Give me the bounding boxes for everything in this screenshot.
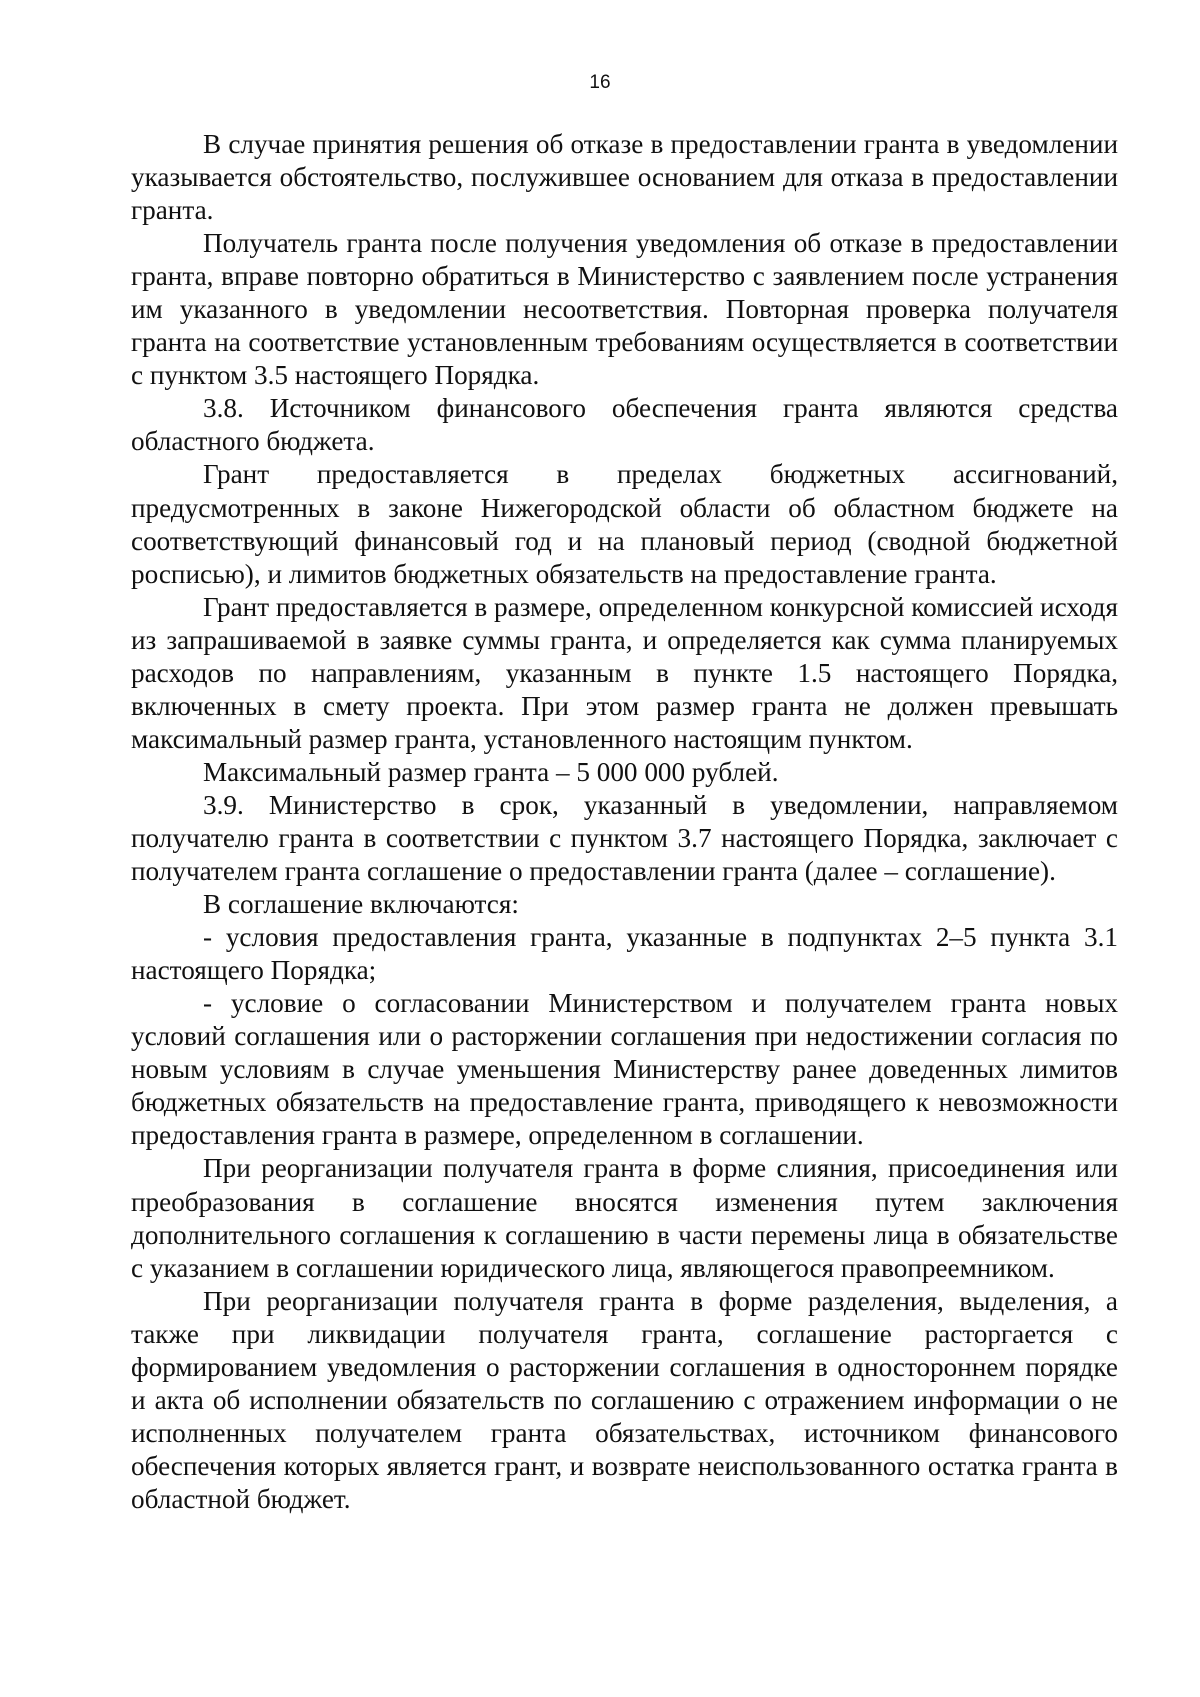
list-item-conditions: - условия предоставления гранта, указанные в подпунктах 2–5 пункта 3.1 настоящего Порядка; <box>131 922 1118 986</box>
paragraph-budget-limits: Грант предоставляется в пределах бюджетных ассигнований, предусмотренных в законе Нижегородской области об областном бюджете на соответствующий финансовый год и на плановый период (сводной бюджетной росписью), и лимитов бюджетных обязательств на предоставление гранта. <box>131 459 1118 589</box>
paragraph-3-9-agreement: 3.9. Министерство в срок, указанный в уведомлении, направляемом получателю гранта в соответствии с пунктом 3.7 настоящего Порядка, заключает с получателем гранта соглашение о предоставлении гранта (далее – соглашение). <box>131 789 1118 887</box>
paragraph-agreement-includes: В соглашение включаются: <box>203 889 519 920</box>
list-item-new-conditions: - условие о согласовании Министерством и получателем гранта новых условий соглашения или о расторжении соглашения при недостижении согласия по новым условиям в случае уменьшения Министерству ранее доведенных лимитов бюджетных обязательств на предоставление гранта, приводящего к невозможности предоставления гранта в размере, определенном в соглашении. <box>131 988 1118 1151</box>
paragraph-reapplication: Получатель гранта после получения уведомления об отказе в предоставлении гранта, вправе повторно обратиться в Министерство с заявлением после устранения им указанного в уведомлении несоответствия. Повторная проверка получателя гранта на соответствие установленным требованиям осуществляется в соответствии с пунктом 3.5 настоящего Порядка. <box>131 228 1118 391</box>
paragraph-grant-amount: Грант предоставляется в размере, определенном конкурсной комиссией исходя из запрашиваемой в заявке суммы гранта, и определяется как сумма планируемых расходов по направлениям, указанным в пункте 1.5 настоящего Порядка, включенных в смету проекта. При этом размер гранта не должен превышать максимальный размер гранта, установленного настоящим пунктом. <box>131 591 1118 754</box>
document-body <box>131 128 1118 1516</box>
paragraph-reorganization-merger: При реорганизации получателя гранта в форме слияния, присоединения или преобразования в соглашение вносятся изменения путем заключения дополнительного соглашения к соглашению в части перемены лица в обязательстве с указанием в соглашении юридического лица, являющегося правопреемником. <box>131 1153 1118 1283</box>
paragraph-3-8-funding-source: 3.8. Источником финансового обеспечения гранта являются средства областного бюджета. <box>131 393 1118 457</box>
paragraph-refusal-notice: В случае принятия решения об отказе в предоставлении гранта в уведомлении указывается обстоятельство, послужившее основанием для отказа в предоставлении гранта. <box>131 129 1118 226</box>
paragraph-reorganization-division: При реорганизации получателя гранта в форме разделения, выделения, а также при ликвидации получателя гранта, соглашение расторгается с формированием уведомления о расторжении соглашения в одностороннем порядке и акта об исполнении обязательств по соглашению с отражением информации о не исполненных получателем гранта обязательствах, источником финансового обеспечения которых является грант, и возврате неиспользованного остатка гранта в областной бюджет. <box>131 1285 1118 1514</box>
paragraph-max-grant: Максимальный размер гранта – 5 000 000 рублей. <box>203 756 779 787</box>
page-number: 16 <box>589 72 611 93</box>
